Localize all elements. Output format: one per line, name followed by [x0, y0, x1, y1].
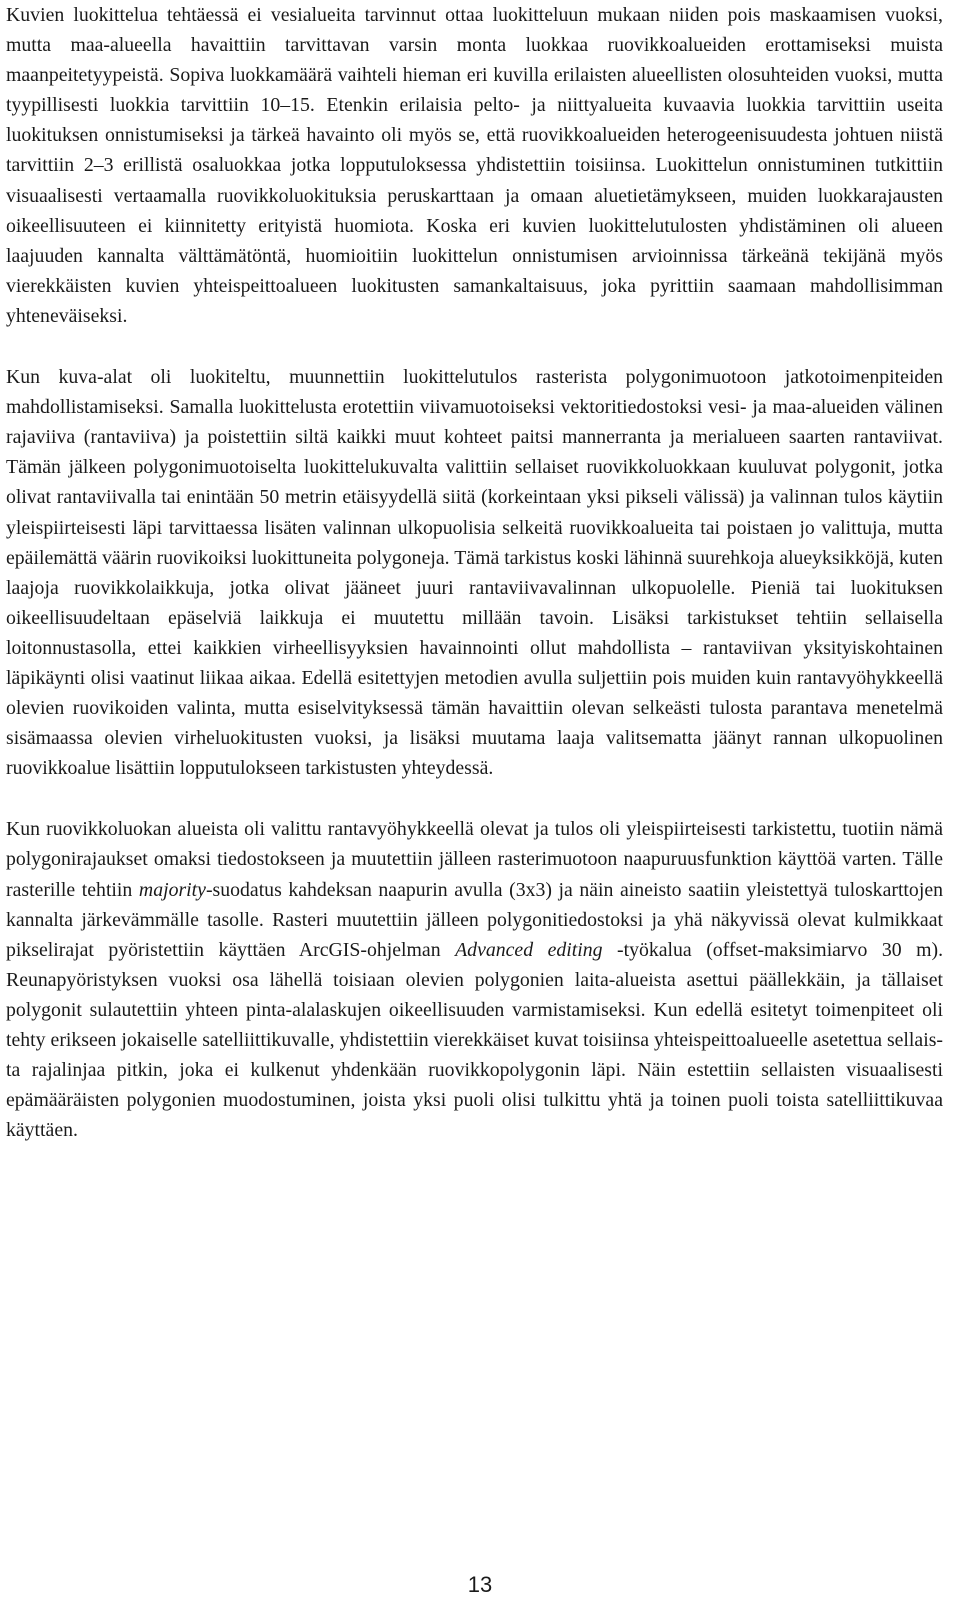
paragraph-3-text-c: -työkalua (offset-maksimiarvo 30 m). Reunapyöristyksen vuoksi osa lähellä toisiaan olevien polygonien laita-alueista asettui päällekkäin, ja tällaiset polygonit sulautettiin yhteen pinta-alalaskujen oikeellisuuden varmistamiseksi. Kun edellä esitetyt toimenpiteet oli tehty erikseen jokaiselle satelliittikuvalle, yhdistettiin vierekkäiset kuvat toisiinsa yhteispeittoalueelle asetettua sellaista rajalinjaa pitkin, joka ei kulkenut yhdenkään ruovikkopolygonin läpi. Näin estettiin sellaisten visuaalisesti epämääräisten polygonien muodostuminen, joista yksi puoli olisi tulkittu yhtä ja toinen puoli toista satelliittikuvaa käyttäen.: [6, 938, 944, 1142]
paragraph-gap: [6, 783, 943, 814]
paragraph-3-text-a: Kun ruovikkoluokan alueista oli valittu rantavyöhykkeellä olevat ja tulos oli yleispiirteisesti tarkistettu, tuotiin nämä polygonirajaukset omaksi tiedostokseen ja muutettiin jälleen rasterimuotoon naapuruusfunktion käyttöä varten. Tälle rasterille tehtiin: [6, 818, 943, 901]
paragraph-3-italic-majority: majority: [138, 878, 206, 901]
document-page: [6, 0, 943, 1145]
paragraph-gap: [6, 331, 943, 362]
page-number: 13: [467, 1572, 493, 1597]
paragraph-2: Kun kuva-alat oli luokiteltu, muunnettiin luokittelutulos rasterista polygonimuotoon jatkotoimenpiteiden mahdollistamiseksi. Samalla luokittelusta erotettiin viivamuotoiseksi vektoritiedostoksi vesi- ja maa-alueiden välinen rajaviiva (rantaviiva) ja poistettiin siltä kaikki muut kohteet paitsi mannerranta ja merialueen saarten rantaviivat. Tämän jälkeen polygonimuotoiselta luokittelukuvalta valittiin sellaiset ruovikkoluokkaan kuuluvat polygonit, jotka olivat rantaviivalla tai enintään 50 metrin etäisyydellä siitä (korkeintaan yksi pikseli välissä) ja valinnan tulos käytiin yleispiirteisesti läpi tarvittaessa lisäten valinnan ulkopuolisia selkeitä ruovikkoalueita tai poistaen jo valittuja, mutta epäilemättä väärin ruovikoiksi luokittuneita polygoneja. Tämä tarkistus koski lähinnä suurehkoja alueyksikköjä, kuten laajoja ruovikkolaikkuja, jotka olivat jääneet juuri rantaviivavalinnan ulkopuolelle. Pieniä tai luokituksen oikeellisuudeltaan epäselviä laikkuja ei muutettu millään tavoin. Lisäksi tarkistukset tehtiin sellaisella loitonnustasolla, ettei kaikkien virheellisyyksien havainnointi ollut mahdollista – rantaviivan yksityiskohtainen läpikäynti olisi vaatinut liikaa aikaa. Edellä esitettyjen metodien avulla suljettiin pois muiden kuin rantavyöhykkeellä olevien ruovikoiden valinta, mutta esiselvityksessä tämän havaittiin olevan selkeästi tulosta parantava menetelmä sisämaassa olevien virheluokitusten vuoksi, ja lisäksi muutama laaja valitsematta jäänyt rannan ulkopuolinen ruovikkoalue lisättiin lopputulokseen tarkistusten yhteydessä.: [6, 366, 943, 780]
paragraph-3-text-b: -suodatus kahdeksan naapurin avulla (3x3) ja näin aineisto saatiin yleistettyä tuloskarttojen kannalta järkevämmälle tasolle. Rasteri muutettiin jälleen polygonitiedostoksi ja yhä näkyvissä olevat kulmikkaat pikselirajat pyöristettiin käyttäen ArcGIS-ohjelman: [6, 878, 943, 961]
paragraph-3-italic-advanced-editing: Advanced editing: [455, 938, 603, 961]
paragraph-1: Kuvien luokittelua tehtäessä ei vesialueita tarvinnut ottaa luokitteluun mukaan niiden pois maskaamisen vuoksi, mutta maa-alueella havaittiin tarvittavan varsin monta luokkaa ruovikkoalueiden erottamiseksi muista maanpeitetyypeistä. Sopiva luokkamäärä vaihteli hieman eri kuvilla erilaisten alueellisten olosuhteiden vuoksi, mutta tyypillisesti luokkia tarvittiin 10–15. Etenkin erilaisia pelto- ja niittyalueita kuvaavia luokkia tarvittiin useita luokituksen onnistumiseksi ja tärkeä havainto oli myös se, että ruovikkoalueiden heterogeenisuudesta johtuen niistä tarvittiin 2–3 erillistä osaluokkaa jotka lopputuloksessa yhdistettiin toisiinsa. Luokittelun onnistuminen tutkittiin visuaalisesti vertaamalla ruovikkoluokituksia peruskarttaan ja omaan aluetietämykseen, muiden luokkarajausten oikeellisuuteen ei kiinnitetty erityistä huomiota. Koska eri kuvien luokittelutulosten yhdistäminen oli alueen laajuuden kannalta välttämätöntä, huomioitiin luokittelun onnistumisen arvioinnissa tärkeänä tekijänä myös vierekkäisten kuvien yhteispeittoalueen luokitusten samankaltaisuus, joka pyrittiin saamaan mahdollisimman yhteneväiseksi.: [6, 4, 943, 327]
paragraph-3: [6, 814, 943, 1145]
